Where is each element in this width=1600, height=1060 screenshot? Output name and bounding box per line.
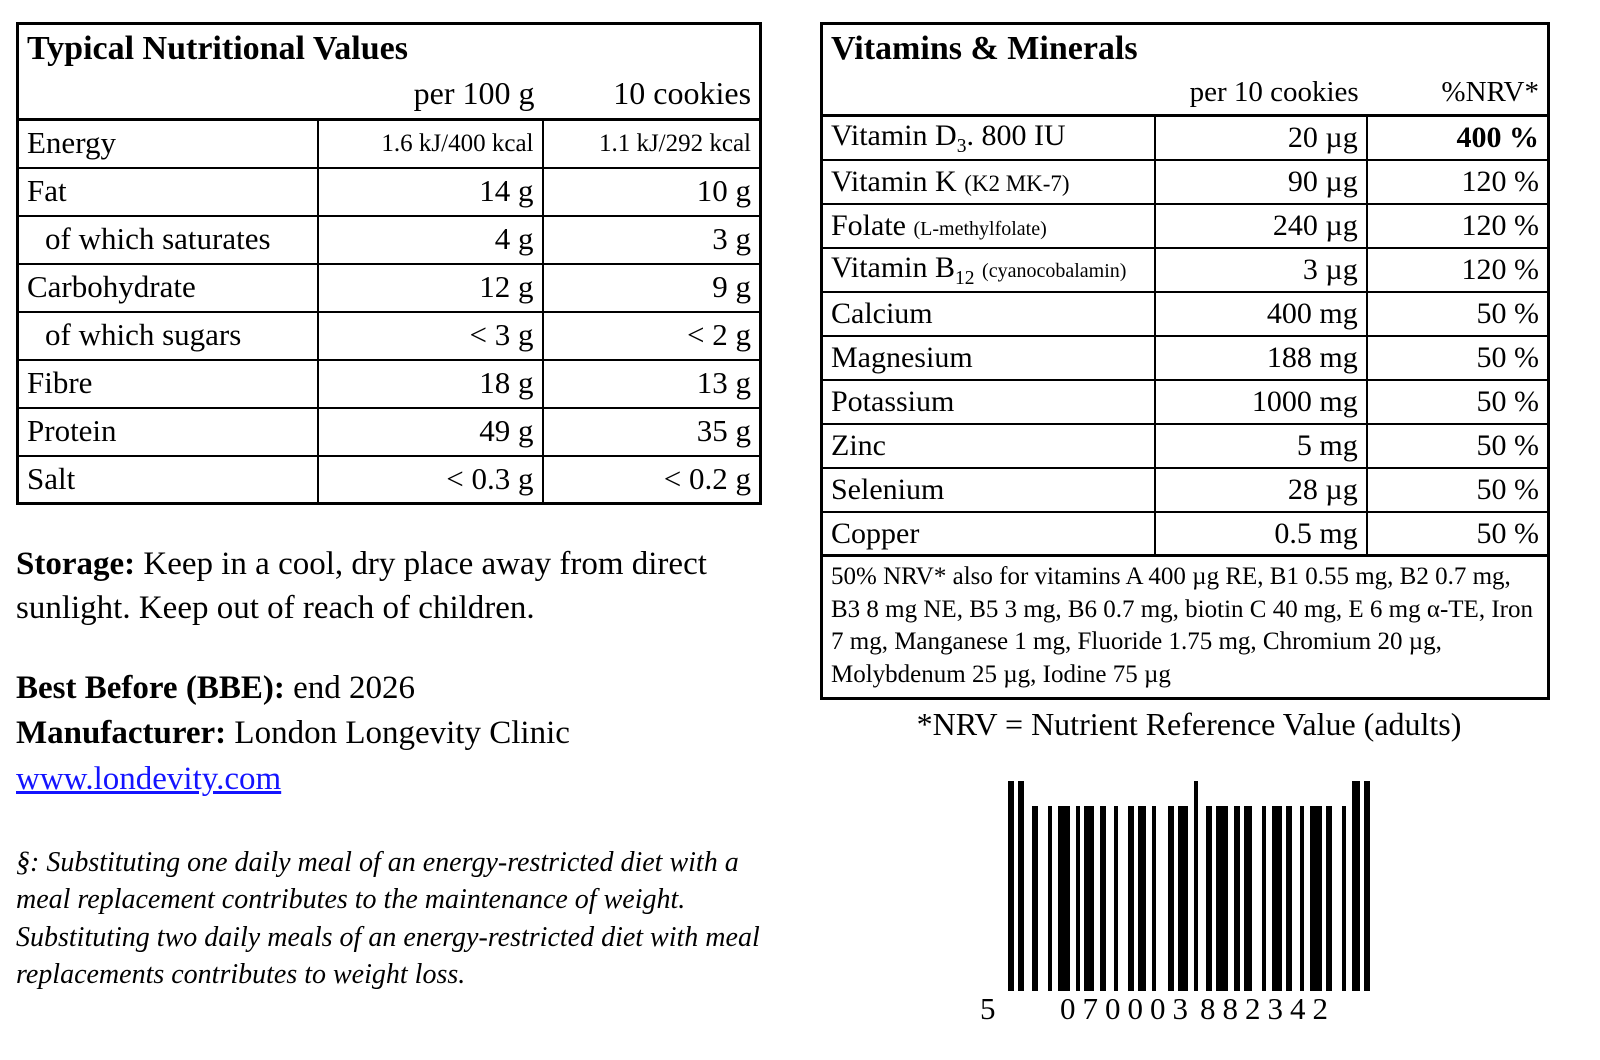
manufacturer-line bbox=[16, 711, 776, 756]
nutrition-rows bbox=[18, 120, 761, 504]
vitamin-row bbox=[822, 204, 1549, 248]
bbe-line bbox=[16, 666, 776, 711]
vitamin-row-nrv: 50 % bbox=[1367, 424, 1549, 468]
vitamin-row-name bbox=[822, 424, 1155, 468]
nutrition-title-row bbox=[18, 24, 761, 72]
vitamin-row-amount: 90 µg bbox=[1155, 160, 1367, 204]
vitamin-name-suffix: . 800 IU bbox=[966, 118, 1066, 152]
vitamin-row-name bbox=[822, 204, 1155, 248]
vitamin-name-text: Magnesium bbox=[831, 340, 973, 374]
nutrition-row-label: Protein bbox=[18, 408, 318, 456]
nutrition-row-per100: 12 g bbox=[318, 264, 543, 312]
vitamin-row-nrv: 50 % bbox=[1367, 336, 1549, 380]
nutrition-row-per10: 10 g bbox=[543, 168, 761, 216]
storage-text: Keep in a cool, dry place away from direct sunlight. Keep out of reach of children. bbox=[16, 546, 707, 626]
nutrition-row bbox=[18, 216, 761, 264]
vitamin-row-name bbox=[822, 248, 1155, 292]
vitamin-name-text: Calcium bbox=[831, 296, 933, 330]
vitamin-row-name bbox=[822, 468, 1155, 512]
bbe-value: end 2026 bbox=[284, 670, 415, 707]
vitamin-row-name bbox=[822, 380, 1155, 424]
nutrition-row-per10: 1.1 kJ/292 kcal bbox=[543, 120, 761, 168]
vitamins-note: 50% NRV* also for vitamins A 400 µg RE, B1 0.55 mg, B2 0.7 mg, B3 8 mg NE, B5 3 mg, B6 0.7 mg, biotin C 40 mg, E 6 mg α-TE, Iron 7 mg, Manganese 1 mg, Fluoride 1.75 mg, Chromium 20 µg, Molybdenum 25 µg, Iodine 75 µg bbox=[822, 556, 1549, 699]
vitamin-row-amount: 0.5 mg bbox=[1155, 512, 1367, 556]
nutrition-row-per10: 35 g bbox=[543, 408, 761, 456]
vitamin-row-amount: 188 mg bbox=[1155, 336, 1367, 380]
nutrition-row bbox=[18, 408, 761, 456]
nutrition-header-per10: 10 cookies bbox=[543, 72, 761, 120]
vitamin-name-qualifier: (K2 MK-7) bbox=[964, 170, 1070, 196]
storage-label: Storage: bbox=[16, 546, 136, 582]
vitamin-row-nrv: 400 % bbox=[1367, 115, 1549, 160]
nutrition-title: Typical Nutritional Values bbox=[27, 30, 408, 68]
vitamins-rows bbox=[822, 115, 1549, 556]
nrv-legend: *NRV = Nutrient Reference Value (adults) bbox=[916, 706, 1462, 743]
vitamins-header-row bbox=[822, 71, 1549, 115]
vitamins-header-nrv: %NRV* bbox=[1367, 71, 1549, 115]
vitamins-note-body bbox=[822, 556, 1549, 699]
nutrition-row-label: of which saturates bbox=[18, 216, 318, 264]
vitamin-row-amount: 1000 mg bbox=[1155, 380, 1367, 424]
vitamin-row-amount: 5 mg bbox=[1155, 424, 1367, 468]
vitamin-name-text: Potassium bbox=[831, 384, 955, 418]
vitamin-name-text: Selenium bbox=[831, 472, 945, 506]
nutrition-row-label: of which sugars bbox=[18, 312, 318, 360]
vitamin-row bbox=[822, 248, 1549, 292]
nutrition-row-per100: < 0.3 g bbox=[318, 456, 543, 504]
vitamin-row-amount: 3 µg bbox=[1155, 248, 1367, 292]
vitamin-row-name bbox=[822, 115, 1155, 160]
vitamins-note-row bbox=[822, 556, 1549, 699]
vitamin-row bbox=[822, 292, 1549, 336]
vitamin-row-nrv: 120 % bbox=[1367, 204, 1549, 248]
nutrition-row bbox=[18, 360, 761, 408]
manufacturer-value: London Longevity Clinic bbox=[226, 714, 570, 751]
bbe-label: Best Before (BBE): bbox=[16, 670, 285, 707]
vitamins-header-amount: per 10 cookies bbox=[1155, 71, 1367, 115]
vitamin-row-name bbox=[822, 292, 1155, 336]
nutrition-row bbox=[18, 120, 761, 168]
vitamin-row-name bbox=[822, 160, 1155, 204]
vitamin-name-text: Vitamin B bbox=[831, 250, 956, 284]
vitamin-name-subscript: 3 bbox=[956, 135, 967, 157]
vitamin-row-nrv: 120 % bbox=[1367, 160, 1549, 204]
nutrition-row-per10: < 0.2 g bbox=[543, 456, 761, 504]
vitamin-name-text: Copper bbox=[831, 516, 920, 550]
nutrition-table bbox=[16, 22, 762, 505]
vitamin-row bbox=[822, 512, 1549, 556]
vitamin-row-amount: 400 mg bbox=[1155, 292, 1367, 336]
right-column bbox=[820, 22, 1560, 1031]
nutrition-row-per100: 1.6 kJ/400 kcal bbox=[318, 120, 543, 168]
vitamins-header-blank bbox=[822, 71, 1155, 115]
nutrition-header-row bbox=[18, 72, 761, 120]
nutrition-header-per100: per 100 g bbox=[318, 72, 543, 120]
vitamin-row-name bbox=[822, 512, 1155, 556]
barcode-bars bbox=[1008, 781, 1370, 991]
website-link[interactable]: www.londevity.com bbox=[16, 761, 282, 798]
vitamin-row-nrv: 50 % bbox=[1367, 380, 1549, 424]
nutrition-row-per100: < 3 g bbox=[318, 312, 543, 360]
vitamin-row bbox=[822, 160, 1549, 204]
nutrition-row-per10: 3 g bbox=[543, 216, 761, 264]
nutrition-row-per100: 49 g bbox=[318, 408, 543, 456]
vitamin-row-name bbox=[822, 336, 1155, 380]
vitamin-row bbox=[822, 336, 1549, 380]
nutrition-row-per100: 18 g bbox=[318, 360, 543, 408]
vitamin-row-amount: 240 µg bbox=[1155, 204, 1367, 248]
vitamin-name-text: Zinc bbox=[831, 428, 886, 462]
vitamins-title: Vitamins & Minerals bbox=[831, 30, 1138, 67]
vitamin-name-text: Vitamin D bbox=[831, 118, 957, 152]
barcode-right-digits: 882342 bbox=[1200, 991, 1335, 1027]
nutrition-row bbox=[18, 264, 761, 312]
nutrition-row-per10: 13 g bbox=[543, 360, 761, 408]
vitamin-name-subscript: 12 bbox=[955, 267, 975, 289]
nutrition-row bbox=[18, 312, 761, 360]
nutrition-row-label: Energy bbox=[18, 120, 318, 168]
nutrition-header-blank bbox=[18, 72, 318, 120]
nutrition-row-label: Carbohydrate bbox=[18, 264, 318, 312]
vitamin-row-nrv: 50 % bbox=[1367, 292, 1549, 336]
nutrition-row-label: Salt bbox=[18, 456, 318, 504]
nutrition-row-per100: 4 g bbox=[318, 216, 543, 264]
vitamins-table-head bbox=[822, 24, 1549, 116]
barcode bbox=[820, 781, 1558, 1031]
vitamin-row bbox=[822, 380, 1549, 424]
vitamin-row-amount: 28 µg bbox=[1155, 468, 1367, 512]
nutrition-row-per10: 9 g bbox=[543, 264, 761, 312]
barcode-left-digits: 070003 bbox=[1060, 991, 1195, 1027]
vitamin-name-qualifier: (L-methylfolate) bbox=[913, 217, 1047, 240]
bbe-block bbox=[16, 666, 776, 802]
nutrition-row-label: Fat bbox=[18, 168, 318, 216]
meal-replacement-footnote: §: Substituting one daily meal of an energy-restricted diet with a meal replacement contributes to the maintenance of weight. Substituting two daily meals of an energy-restricted diet with meal replacements contributes to weight loss. bbox=[16, 846, 760, 991]
nutrition-row-label: Fibre bbox=[18, 360, 318, 408]
manufacturer-label: Manufacturer: bbox=[16, 714, 227, 751]
vitamin-name-qualifier: (cyanocobalamin) bbox=[982, 259, 1127, 282]
storage-paragraph bbox=[16, 543, 761, 630]
vitamin-row-nrv: 50 % bbox=[1367, 468, 1549, 512]
left-column bbox=[16, 22, 776, 994]
vitamin-name-text: Vitamin K bbox=[831, 164, 957, 198]
vitamin-row bbox=[822, 468, 1549, 512]
vitamin-row bbox=[822, 424, 1549, 468]
vitamin-row-nrv: 50 % bbox=[1367, 512, 1549, 556]
vitamin-name-text: Folate bbox=[831, 208, 906, 242]
vitamin-row-nrv: 120 % bbox=[1367, 248, 1549, 292]
nutrition-row-per10: < 2 g bbox=[543, 312, 761, 360]
vitamins-title-row bbox=[822, 24, 1549, 72]
vitamins-table bbox=[820, 22, 1550, 700]
nutrition-table-body bbox=[18, 24, 761, 120]
nutrition-row bbox=[18, 456, 761, 504]
barcode-digits bbox=[980, 991, 1370, 1031]
vitamin-row-amount: 20 µg bbox=[1155, 115, 1367, 160]
nutrition-row-per100: 14 g bbox=[318, 168, 543, 216]
barcode-lead-digit: 5 bbox=[980, 991, 996, 1027]
vitamin-row bbox=[822, 115, 1549, 160]
nutrition-row bbox=[18, 168, 761, 216]
